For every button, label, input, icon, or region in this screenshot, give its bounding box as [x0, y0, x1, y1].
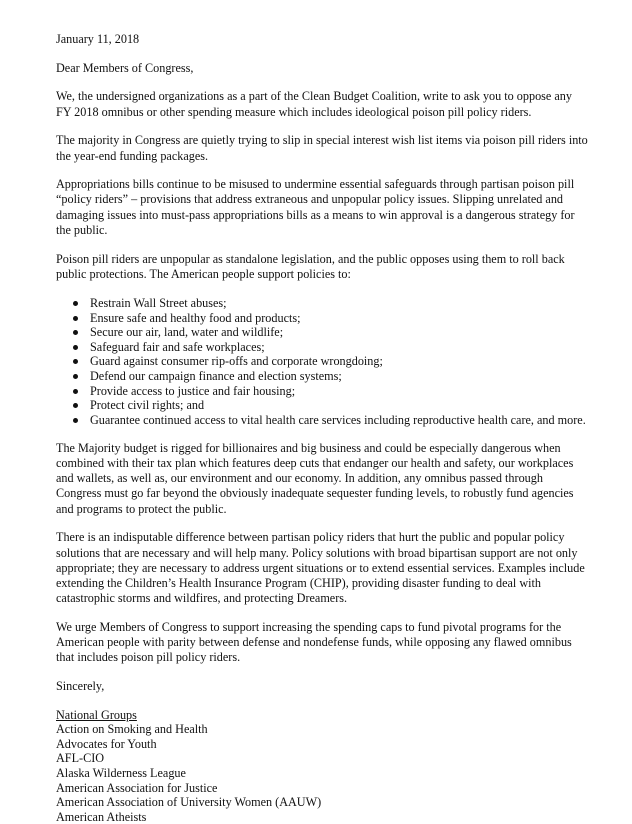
bullet-icon [73, 301, 78, 306]
bullet-text: Defend our campaign finance and election systems; [90, 368, 342, 383]
bullet-icon [73, 316, 78, 321]
bullet-text: Guard against consumer rip-offs and corporate wrongdoing; [90, 354, 383, 369]
group-item: American Atheists [56, 809, 147, 824]
group-item: Alaska Wilderness League [56, 766, 186, 780]
policy-bullet-list [56, 296, 588, 427]
list-item [56, 311, 588, 326]
bullet-icon [73, 374, 78, 379]
paragraph-difference: There is an indisputable difference between partisan policy riders that hurt the public and popular policy solutions that are necessary and will help many. Policy solutions with broad bipartisan support are not only appropriate; they are necessary to address urgent situations or to extend essential services. Examples include extending the Children’s Health Insurance Program (CHIP), providing disaster funding to deal with catastrophic storms and wildfires, and protecting Dreamers. [56, 530, 585, 606]
bullet-icon [73, 403, 78, 408]
groups-heading: National Groups [56, 707, 137, 722]
bullet-text: Guarantee continued access to vital health care services including reproductive health care, and more. [90, 412, 586, 427]
paragraph-majority: The majority in Congress are quietly trying to slip in special interest wish list items via poison pill riders into the year-end funding packages. [56, 133, 588, 163]
bullet-text: Secure our air, land, water and wildlife; [90, 325, 284, 340]
bullet-icon [73, 359, 78, 364]
bullet-icon [73, 418, 78, 423]
bullet-icon [73, 389, 78, 394]
bullet-text: Restrain Wall Street abuses; [90, 295, 227, 310]
paragraph-poison-pill: Poison pill riders are unpopular as standalone legislation, and the public opposes using them to roll back public protections. The American people support policies to: [56, 251, 565, 281]
paragraph-budget: The Majority budget is rigged for billionaires and big business and could be especially dangerous when combined with their tax plan which features deep cuts that endanger our health and safety, our workplaces and wallets, as well as, our environment and our economy. In addition, any omnibus passed through Congress must go far beyond the obviously inadequate sequester funding levels, to robustly fund agencies and programs to protect the public. [56, 440, 574, 516]
bullet-text: Ensure safe and healthy food and products; [90, 310, 301, 325]
list-item [56, 369, 588, 384]
group-item: Action on Smoking and Health [56, 722, 208, 737]
bullet-text: Safeguard fair and safe workplaces; [90, 339, 265, 354]
group-item: American Association of University Women (AAUW) [56, 795, 322, 810]
salutation: Dear Members of Congress, [56, 60, 194, 75]
list-item [56, 354, 588, 369]
group-item: AFL-CIO [56, 751, 105, 766]
list-item [56, 413, 588, 428]
closing: Sincerely, [56, 678, 105, 693]
list-item [56, 340, 588, 355]
paragraph-urge: We urge Members of Congress to support increasing the spending caps to fund pivotal programs for the American people with parity between defense and nondefense funds, while opposing any flawed omnibus that includes poison pill policy riders. [56, 619, 572, 665]
list-item [56, 384, 588, 399]
bullet-icon [73, 345, 78, 350]
list-item [56, 296, 588, 311]
group-item: Advocates for Youth [56, 736, 157, 751]
list-item [56, 398, 588, 413]
letter-page [56, 32, 588, 824]
group-item: American Association for Justice [56, 780, 218, 795]
bullet-text: Protect civil rights; and [90, 398, 205, 413]
list-item [56, 325, 588, 340]
paragraph-intro: We, the undersigned organizations as a part of the Clean Budget Coalition, write to ask you to oppose any FY 2018 omnibus or other spending measure which includes ideological poison pill policy riders. [56, 89, 572, 119]
paragraph-appropriations: Appropriations bills continue to be misused to undermine essential safeguards through partisan poison pill “policy riders” – provisions that address extraneous and unpopular policy issues. Slipping unrelated and damaging issues into must-pass appropriations bills as a means to win approval is a dangerous strategy for the public. [56, 177, 575, 237]
bullet-text: Provide access to justice and fair housing; [90, 383, 296, 398]
letter-date: January 11, 2018 [56, 32, 140, 46]
bullet-icon [73, 330, 78, 335]
